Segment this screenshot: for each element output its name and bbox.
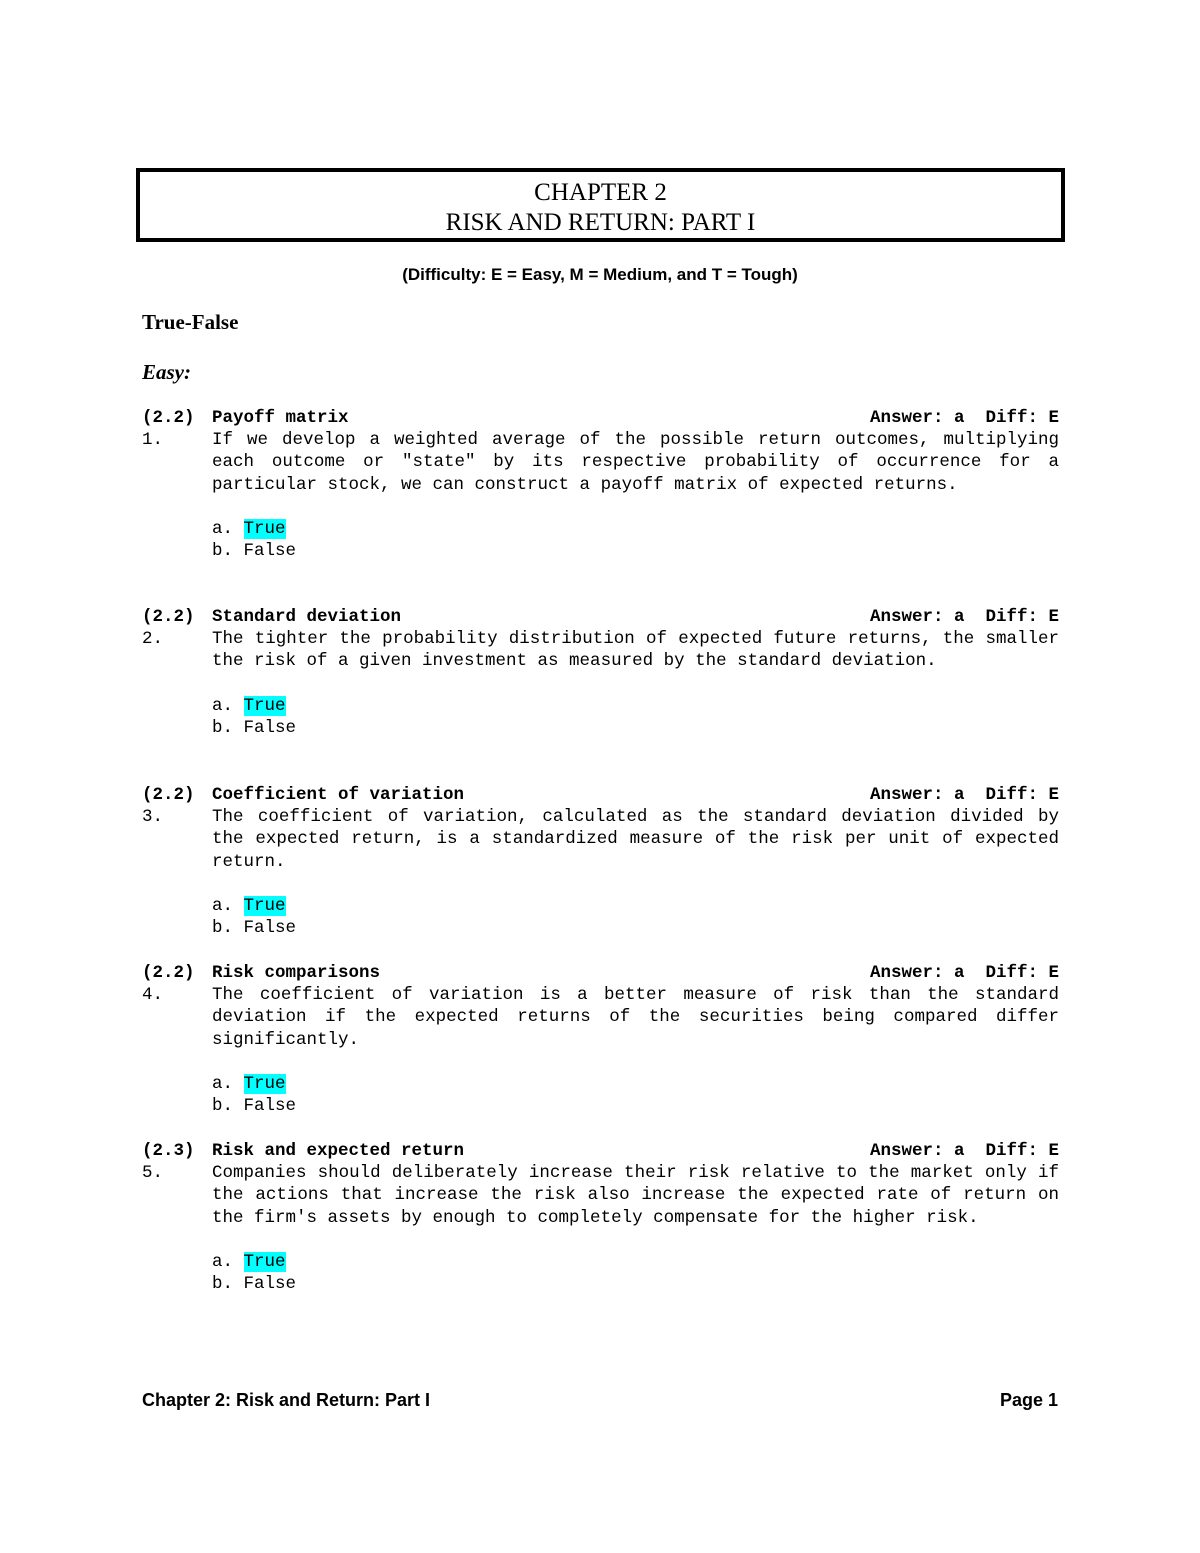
option-a	[212, 1251, 1059, 1273]
answer-options	[212, 695, 1059, 739]
question-text: The coefficient of variation is a better measure of risk than the standard deviation if the expected returns of the securities being compared differ significantly.	[212, 985, 1059, 1050]
option-letter: a.	[212, 1073, 234, 1094]
option-letter: a.	[212, 895, 234, 916]
footer-chapter-title: Chapter 2: Risk and Return: Part I	[142, 1390, 431, 1410]
footer-page-number: Page 1	[999, 1390, 1058, 1410]
question-number: 5.	[142, 1163, 164, 1184]
option-letter: b.	[212, 1273, 234, 1294]
option-label: False	[243, 717, 297, 738]
question-header	[142, 962, 1059, 984]
question-topic: Risk and expected return	[212, 1141, 465, 1161]
chapter-number: CHAPTER 2	[534, 179, 667, 206]
question-5	[142, 1140, 1059, 1295]
question-1	[142, 407, 1059, 562]
option-letter: a.	[212, 695, 234, 716]
question-number: 3.	[142, 807, 164, 828]
question-section-code: (2.2)	[142, 607, 195, 627]
question-topic: Risk comparisons	[212, 963, 381, 983]
option-a	[212, 1073, 1059, 1095]
answer-difficulty: Answer: a Diff: E	[869, 1141, 1059, 1161]
option-label-highlighted: True	[243, 1251, 286, 1272]
chapter-title: RISK AND RETURN: PART I	[445, 209, 756, 236]
question-header	[142, 407, 1059, 429]
question-text: If we develop a weighted average of the possible return outcomes, multiplying each outcome or "state" by its respective probability of occurrence for a particular stock, we can construct a payoff matrix of expected returns.	[212, 430, 1059, 495]
option-label-highlighted: True	[243, 1073, 286, 1094]
question-topic: Coefficient of variation	[212, 785, 465, 805]
question-section-code: (2.2)	[142, 785, 195, 805]
question-2	[142, 606, 1059, 739]
option-letter: b.	[212, 540, 234, 561]
answer-difficulty: Answer: a Diff: E	[869, 607, 1059, 627]
option-letter: a.	[212, 518, 234, 539]
question-header	[142, 606, 1059, 628]
option-a	[212, 518, 1059, 540]
question-number: 4.	[142, 985, 164, 1006]
question-number: 1.	[142, 430, 164, 451]
chapter-title-box	[136, 168, 1065, 242]
question-header	[142, 1140, 1059, 1162]
option-label: False	[243, 540, 297, 561]
question-topic: Standard deviation	[212, 607, 402, 627]
answer-options	[212, 518, 1059, 562]
answer-difficulty: Answer: a Diff: E	[869, 963, 1059, 983]
option-label-highlighted: True	[243, 518, 286, 539]
question-section-code: (2.2)	[142, 963, 195, 983]
option-letter: b.	[212, 1095, 234, 1116]
question-section-code: (2.2)	[142, 408, 195, 428]
answer-options	[212, 1251, 1059, 1295]
option-b	[212, 540, 1059, 562]
question-section-code: (2.3)	[142, 1141, 195, 1161]
option-label: False	[243, 917, 297, 938]
option-b	[212, 1095, 1059, 1117]
answer-options	[212, 895, 1059, 939]
option-b	[212, 717, 1059, 739]
question-topic: Payoff matrix	[212, 408, 349, 428]
subsection-heading: Easy:	[142, 360, 191, 384]
option-label-highlighted: True	[243, 895, 286, 916]
option-letter: b.	[212, 717, 234, 738]
question-number: 2.	[142, 629, 164, 650]
option-label-highlighted: True	[243, 695, 286, 716]
option-letter: a.	[212, 1251, 234, 1272]
option-letter: b.	[212, 917, 234, 938]
question-header	[142, 784, 1059, 806]
question-text: Companies should deliberately increase their risk relative to the market only if the actions that increase the risk also increase the expected rate of return on the firm's assets by enough to completely compensate for the higher risk.	[212, 1163, 1059, 1228]
answer-options	[212, 1073, 1059, 1117]
option-label: False	[243, 1095, 297, 1116]
option-b	[212, 1273, 1059, 1295]
question-4	[142, 962, 1059, 1117]
answer-difficulty: Answer: a Diff: E	[869, 408, 1059, 428]
difficulty-legend: (Difficulty: E = Easy, M = Medium, and T = Tough)	[402, 265, 798, 284]
option-a	[212, 895, 1059, 917]
option-label: False	[243, 1273, 297, 1294]
question-3	[142, 784, 1059, 939]
option-a	[212, 695, 1059, 717]
section-heading: True-False	[142, 310, 239, 334]
option-b	[212, 917, 1059, 939]
question-text: The coefficient of variation, calculated as the standard deviation divided by the expected return, is a standardized measure of the risk per unit of expected return.	[212, 807, 1059, 872]
question-text: The tighter the probability distribution of expected future returns, the smaller the risk of a given investment as measured by the standard deviation.	[212, 629, 1059, 672]
answer-difficulty: Answer: a Diff: E	[869, 785, 1059, 805]
